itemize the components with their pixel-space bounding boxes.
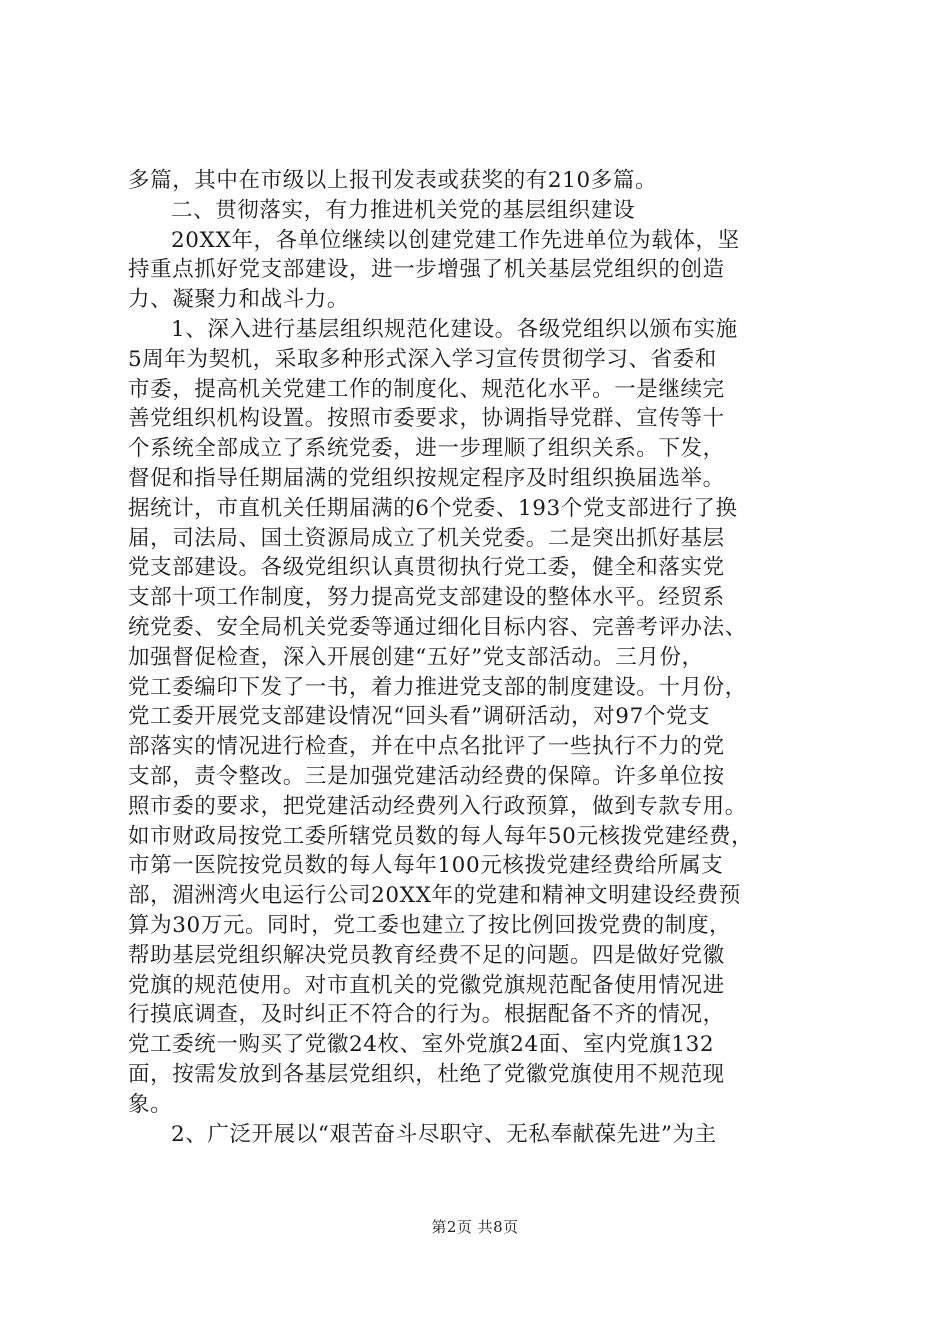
text-line: 统党委、安全局机关党委等通过细化目标内容、完善考评办法、 xyxy=(128,614,747,640)
text-line: 个系统全部成立了系统党委，进一步理顺了组织关系。下发， xyxy=(128,436,725,462)
text-line: 帮助基层党组织解决党员教育经费不足的问题。四是做好党徽 xyxy=(128,942,725,968)
text-line: 多篇，其中在市级以上报刊发表或获奖的有210多篇。 xyxy=(128,168,658,193)
text-line: 据统计，市直机关任期届满的6个党委、193个党支部进行了换 xyxy=(128,495,738,521)
text-line: 市委，提高机关党建工作的制度化、规范化水平。一是继续完 xyxy=(128,376,725,402)
text-line: 5周年为契机，采取多种形式深入学习宣传贯彻学习、省委和 xyxy=(128,346,717,372)
text-line: 如市财政局按党工委所辖党员数的每人每年50元核拨党建经费， xyxy=(128,823,754,849)
text-line: 加强督促检查，深入开展创建“五好”党支部活动。三月份， xyxy=(128,644,704,670)
text-line: 党旗的规范使用。对市直机关的党徽党旗规范配备使用情况进 xyxy=(128,972,725,998)
text-line: 照市委的要求，把党建活动经费列入行政预算，做到专款专用。 xyxy=(128,793,747,819)
text-line: 部落实的情况进行检查，并在中点名批评了一些执行不力的党 xyxy=(128,734,725,760)
text-line: 持重点抓好党支部建设，进一步增强了机关基层党组织的创造 xyxy=(128,257,725,283)
text-line: 督促和指导任期届满的党组织按规定程序及时组织换届选举。 xyxy=(128,465,725,491)
section-heading: 二、贯彻落实，有力推进机关党的基层组织建设 xyxy=(171,197,636,223)
text-line: 行摸底调查，及时纠正不符合的行为。根据配备不齐的情况， xyxy=(128,1002,725,1028)
page-number-footer: 第2页 共8页 xyxy=(431,1218,519,1236)
text-line: 力、凝聚力和战斗力。 xyxy=(128,287,350,313)
text-line: 2、广泛开展以“艰苦奋斗尽职守、无私奉献葆先进”为主 xyxy=(171,1121,717,1147)
body-text xyxy=(128,166,828,1149)
text-line: 算为30万元。同时，党工委也建立了按比例回拨党费的制度， xyxy=(128,912,732,938)
text-line: 20XX年，各单位继续以创建党建工作先进单位为载体，坚 xyxy=(171,227,740,253)
text-line: 党支部建设。各级党组织认真贯彻执行党工委，健全和落实党 xyxy=(128,555,725,581)
text-line: 党工委开展党支部建设情况“回头看”调研活动，对97个党支 xyxy=(128,704,711,730)
text-line: 党工委统一购买了党徽24枚、室外党旗24面、室内党旗132 xyxy=(128,1032,715,1058)
text-line: 支部，责令整改。三是加强党建活动经费的保障。许多单位按 xyxy=(128,763,725,789)
text-line: 善党组织机构设置。按照市委要求，协调指导党群、宣传等十 xyxy=(128,406,725,432)
text-line: 届，司法局、国土资源局成立了机关党委。二是突出抓好基层 xyxy=(128,525,725,551)
text-line: 面，按需发放到各基层党组织，杜绝了党徽党旗使用不规范现 xyxy=(128,1061,725,1087)
text-line: 党工委编印下发了一书，着力推进党支部的制度建设。十月份， xyxy=(128,674,747,700)
text-line: 1、深入进行基层组织规范化建设。各级党组织以颁布实施 xyxy=(171,316,738,342)
text-line: 部，湄洲湾火电运行公司20XX年的党建和精神文明建设经费预 xyxy=(128,883,741,909)
text-line: 支部十项工作制度，努力提高党支部建设的整体水平。经贸系 xyxy=(128,585,725,611)
text-line: 市第一医院按党员数的每人每年100元核拨党建经费给所属支 xyxy=(128,853,724,879)
text-line: 象。 xyxy=(128,1091,173,1117)
